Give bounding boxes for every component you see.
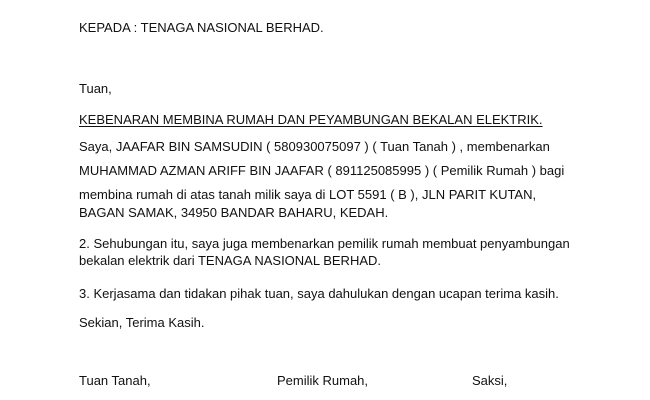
paragraph2-line2: bekalan elektrik dari TENAGA NASIONAL BERHAD. xyxy=(79,253,382,268)
signature-house-owner: Pemilik Rumah, xyxy=(277,373,369,388)
paragraph3: 3. Kerjasama dan tidakan pihak tuan, saya dahulukan dengan ucapan terima kasih. xyxy=(79,286,559,301)
paragraph1-line2: MUHAMMAD AZMAN ARIFF BIN JAAFAR ( 891125085995 ) ( Pemilik Rumah ) bagi xyxy=(79,163,565,178)
paragraph1-line3: membina rumah di atas tanah milik saya di LOT 5591 ( B ), JLN PARIT KUTAN, xyxy=(79,187,537,202)
closing-line: Sekian, Terima Kasih. xyxy=(79,315,205,330)
salutation: Tuan, xyxy=(79,81,112,96)
paragraph1-line4: BAGAN SAMAK, 34950 BANDAR BAHARU, KEDAH. xyxy=(79,205,389,220)
subject-line: KEBENARAN MEMBINA RUMAH DAN PEYAMBUNGAN BEKALAN ELEKTRIK. xyxy=(79,112,543,127)
signature-witness: Saksi, xyxy=(472,373,508,388)
recipient-line: KEPADA : TENAGA NASIONAL BERHAD. xyxy=(79,20,324,35)
signature-landowner: Tuan Tanah, xyxy=(79,373,151,388)
paragraph2-line1: 2. Sehubungan itu, saya juga membenarkan pemilik rumah membuat penyambungan xyxy=(79,236,570,251)
paragraph1-line1: Saya, JAAFAR BIN SAMSUDIN ( 580930075097 ) ( Tuan Tanah ) , membenarkan xyxy=(79,139,550,154)
